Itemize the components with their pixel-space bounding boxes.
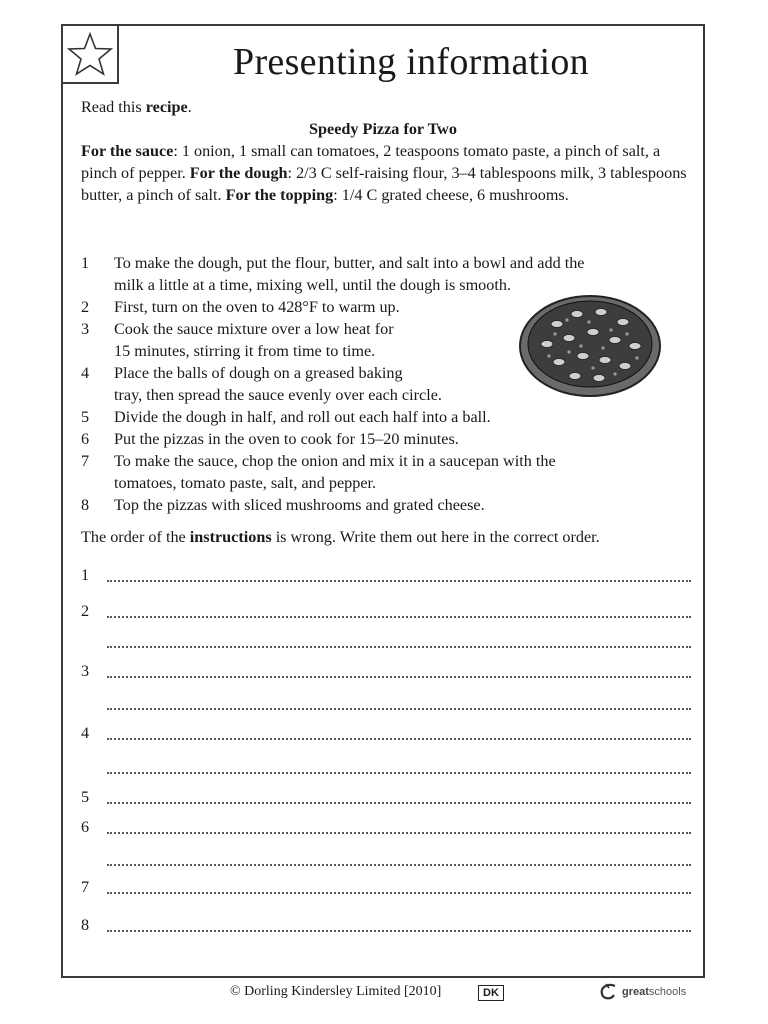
answer-line-6[interactable]: 6: [81, 818, 691, 838]
step-item: 1 To make the dough, put the flour, butter, and salt into a bowl and add the milk a little at a time, mixing well, until the dough is smooth.: [81, 254, 585, 294]
step-item: 8 Top the pizzas with sliced mushrooms and grated cheese.: [81, 496, 485, 514]
intro-text: Read this recipe.: [81, 98, 192, 116]
recipe-title: Speedy Pizza for Two: [309, 120, 457, 138]
step-item: 5 Divide the dough in half, and roll out each half into a ball.: [81, 408, 491, 426]
footer: [0, 984, 768, 1008]
answer-line-4[interactable]: 4: [81, 724, 691, 744]
answer-line-1[interactable]: 1: [81, 566, 691, 586]
answer-line-4-continued[interactable]: [81, 758, 691, 778]
ingredients-paragraph: For the sauce: 1 onion, 1 small can tomatoes, 2 teaspoons tomato paste, a pinch of salt, a pinch of pepper. For the dough: 2/3 C self-raising flour, 3–4 tablespoons milk, 3 tablespoons butter, a pinch of salt. For the topping: 1/4 C grated cheese, 6 mushrooms.: [81, 142, 687, 204]
greatschools-logo: greatschools: [598, 982, 686, 1002]
star-badge: [63, 26, 119, 84]
step-item: 6 Put the pizzas in the oven to cook for 15–20 minutes.: [81, 430, 459, 448]
answer-line-2-continued[interactable]: [81, 632, 691, 652]
dk-logo: DK: [478, 985, 504, 1001]
answer-line-7[interactable]: 7: [81, 878, 691, 898]
step-item: 4 Place the balls of dough on a greased baking tray, then spread the sauce evenly over each circle.: [81, 364, 442, 404]
answer-line-3[interactable]: 3: [81, 662, 691, 682]
answer-line-3-continued[interactable]: [81, 694, 691, 714]
step-item: 3 Cook the sauce mixture over a low heat for 15 minutes, stirring it from time to time.: [81, 320, 394, 360]
answer-line-6-continued[interactable]: [81, 850, 691, 870]
copyright-text: © Dorling Kindersley Limited [2010]: [230, 984, 442, 999]
pizza-illustration: [517, 290, 663, 402]
answer-line-8[interactable]: 8: [81, 916, 691, 936]
answer-line-2[interactable]: 2: [81, 602, 691, 622]
step-item: 7 To make the sauce, chop the onion and mix it in a saucepan with the tomatoes, tomato paste, salt, and pepper.: [81, 452, 556, 492]
task-instruction: The order of the instructions is wrong. Write them out here in the correct order.: [81, 528, 600, 546]
worksheet: [61, 24, 705, 978]
star-icon: [67, 31, 113, 77]
answer-line-5[interactable]: 5: [81, 788, 691, 808]
step-item: 2 First, turn on the oven to 428°F to warm up.: [81, 298, 400, 316]
page-title: Presenting information: [233, 41, 589, 83]
greatschools-swirl-icon: [598, 982, 620, 1002]
